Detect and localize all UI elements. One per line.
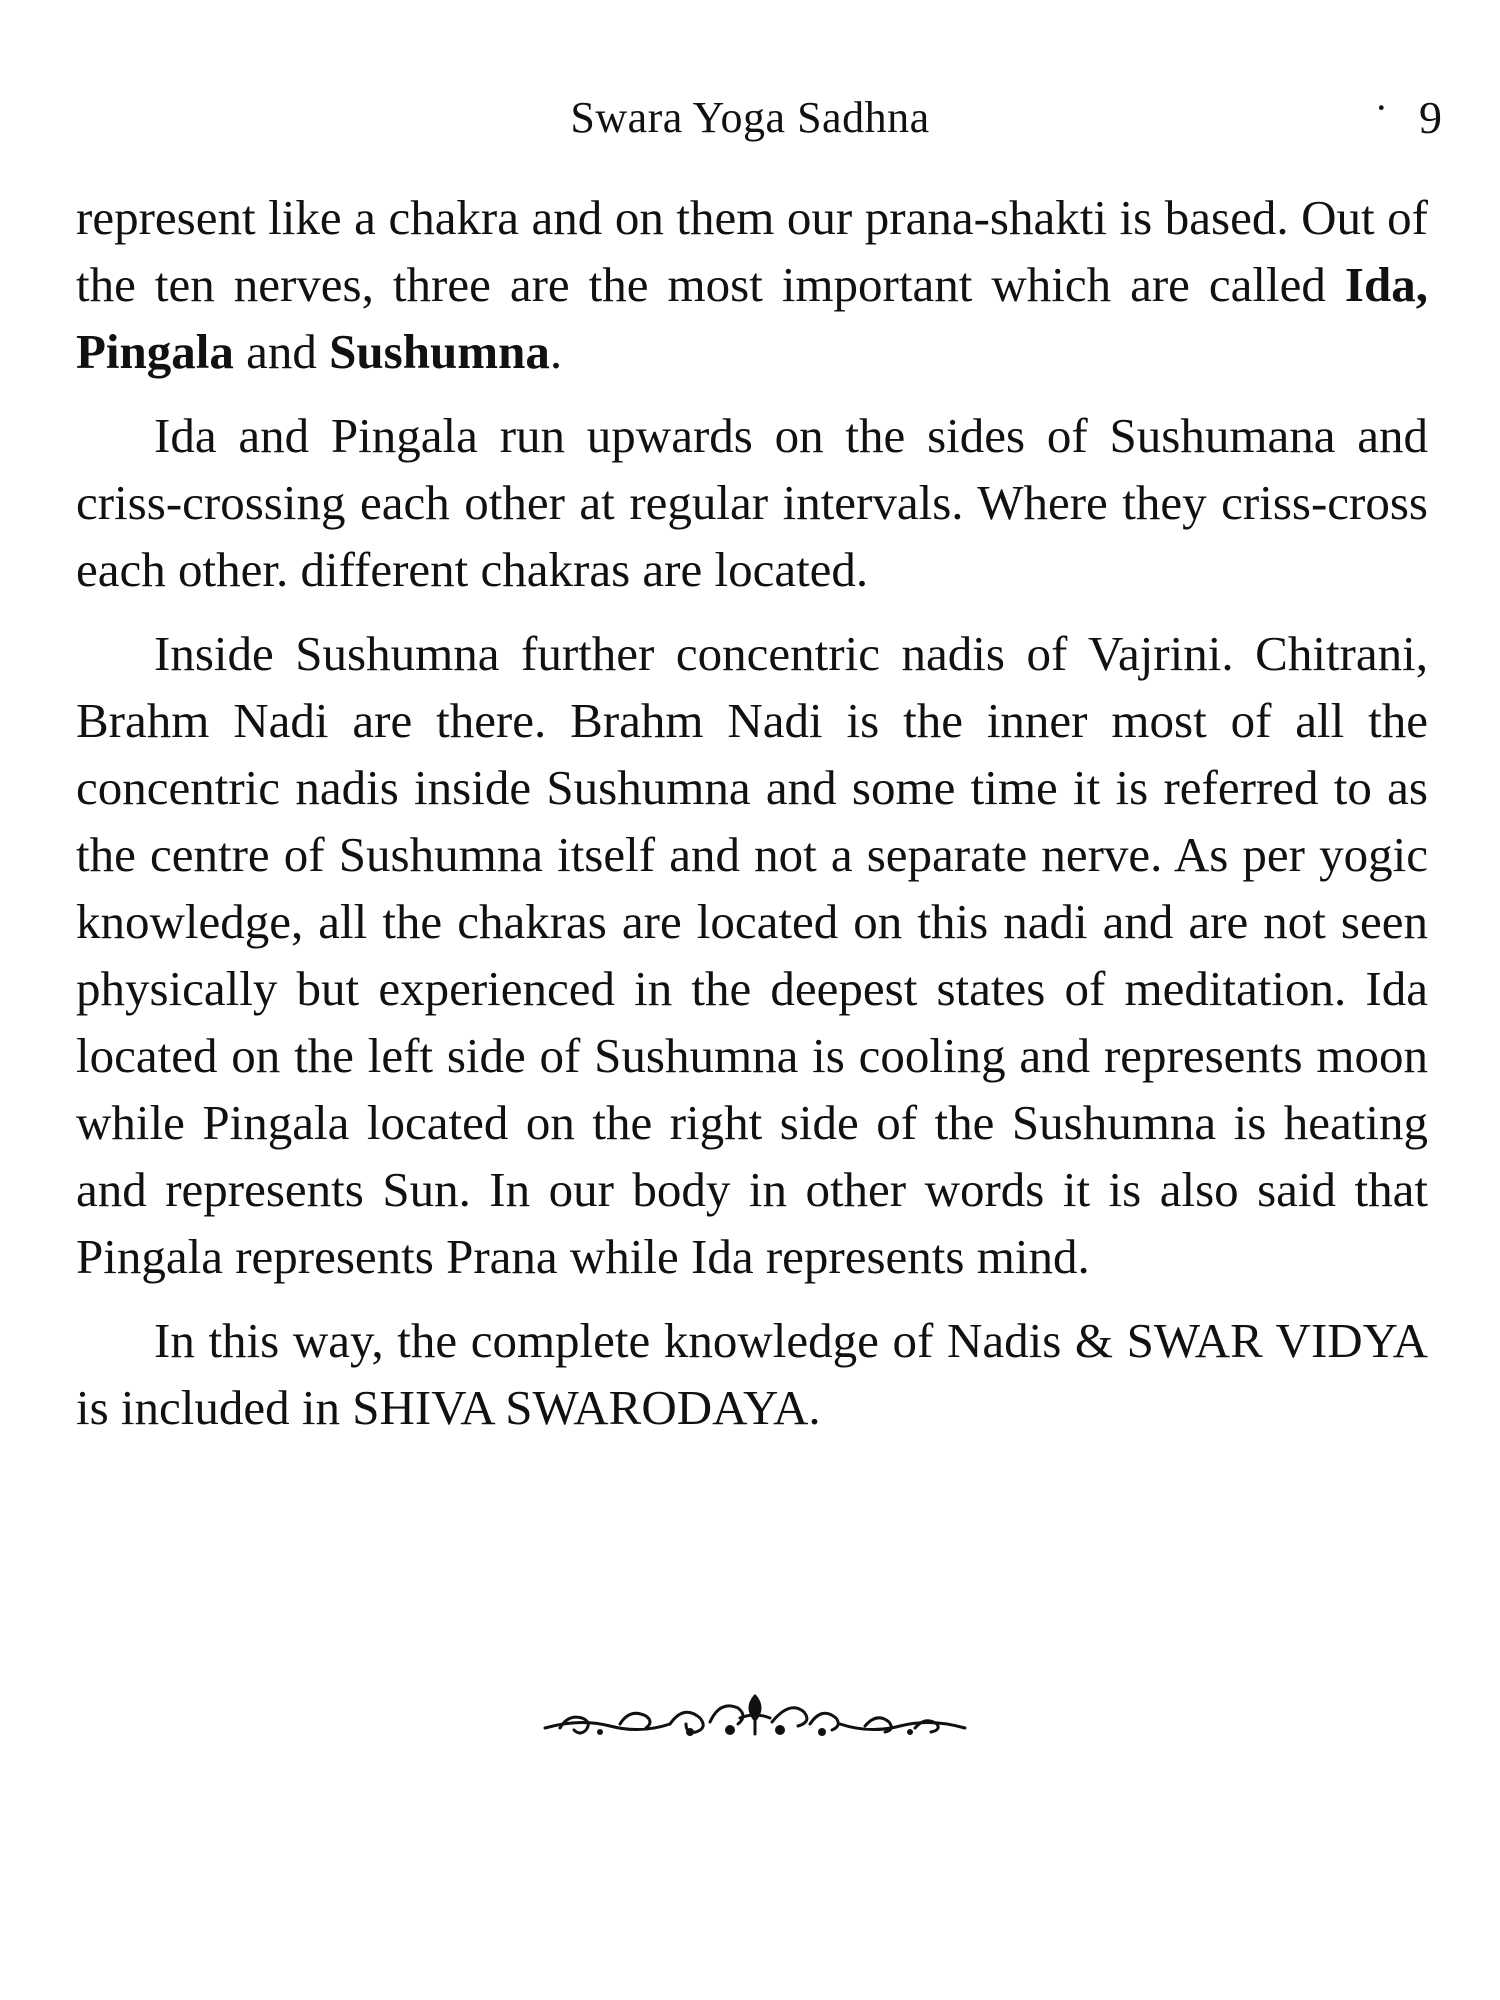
running-header — [0, 85, 1500, 148]
running-title: Swara Yoga Sadhna — [570, 93, 930, 142]
paragraph-3: Inside Sushumna further concentric nadis of Vajrini. Chitrani, Brahm Nadi are there. Brahm Nadi is the inner most of all the concentric nadis inside Sushumna and some time it is referred to as the centre of Sushumna itself and not a separate nerve. As per yogic knowledge, all the chakras are located on this nadi and are not seen physically but experienced in the deepest states of meditation. Ida located on the left side of Sushumna is cooling and represents moon while Pingala located on the right side of the Sushumna is heating and represents Sun. In our body in other words it is also said that Pingala represents Prana while Ida represents mind. — [76, 626, 1428, 1284]
paragraph-1 — [76, 184, 1428, 385]
paragraph-1-text-a: represent like a chakra and on them our prana-shakti is based. Out of the ten nerves, three are the most important which are called — [76, 190, 1428, 312]
bold-ida-pingala: Ida, Pingala — [76, 257, 1428, 379]
paragraph-2: Ida and Pingala run upwards on the sides of Sushumana and criss-crossing each other at regular intervals. Where they criss-cross each other. different chakras are located. — [76, 408, 1428, 597]
page-number: 9 — [1419, 92, 1442, 143]
paragraph-4: In this way, the complete knowledge of Nadis & SWAR VIDYA is included in SHIVA SWARODAYA. — [76, 1313, 1428, 1435]
paragraph-1-text-b: and — [233, 324, 330, 379]
bold-sushumna: Sushumna — [329, 324, 550, 379]
floral-divider-icon — [540, 1688, 970, 1748]
page-dot: · — [1374, 85, 1388, 130]
paragraph-1-text-c: . — [549, 324, 563, 379]
body-text — [76, 184, 1428, 1458]
